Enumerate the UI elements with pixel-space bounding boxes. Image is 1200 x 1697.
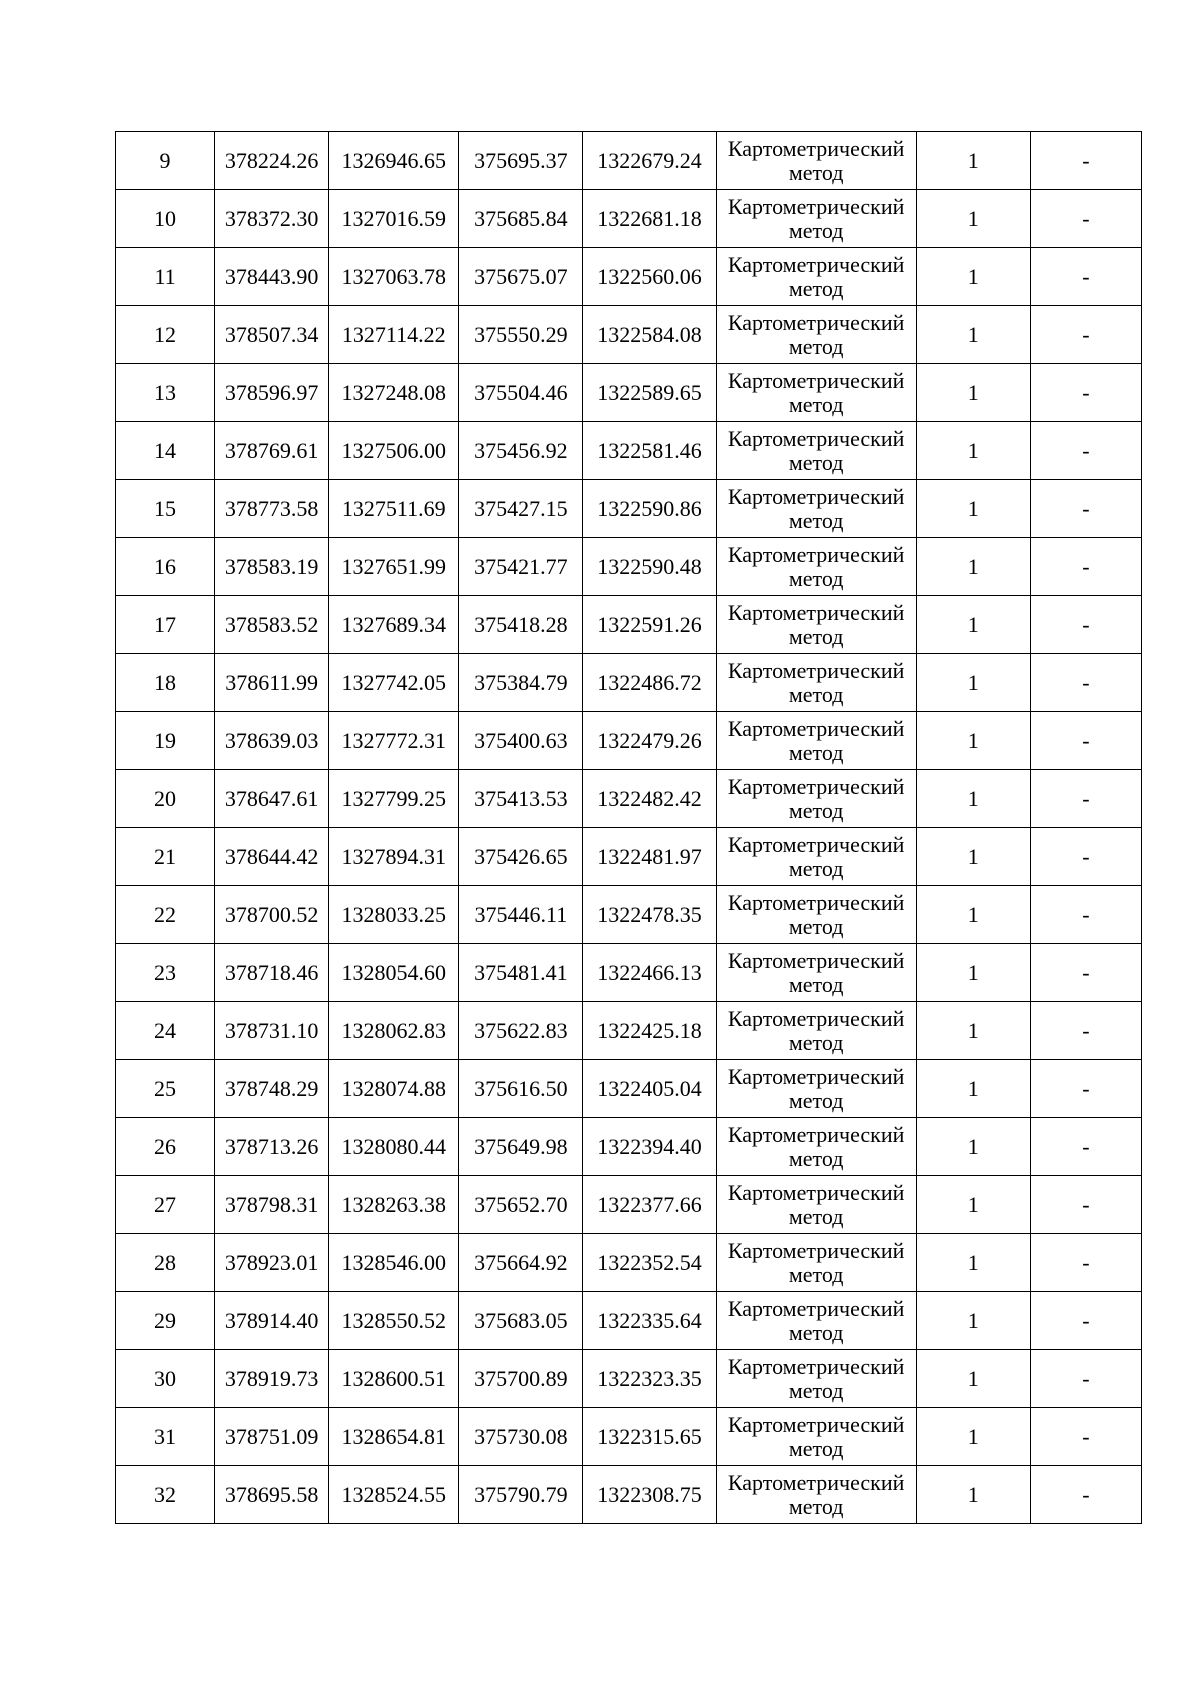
y-coordinate-2-cell: 1322589.65 <box>583 364 716 422</box>
description-cell: - <box>1030 1176 1141 1234</box>
method-cell: Картометрический метод <box>716 886 916 944</box>
description-cell: - <box>1030 364 1141 422</box>
table-row <box>116 132 1142 190</box>
accuracy-cell: 1 <box>916 190 1030 248</box>
table-row <box>116 828 1142 886</box>
x-coordinate-cell: 378798.31 <box>215 1176 329 1234</box>
x-coordinate-2-cell: 375685.84 <box>459 190 583 248</box>
description-cell: - <box>1030 886 1141 944</box>
table-row <box>116 422 1142 480</box>
y-coordinate-cell: 1327016.59 <box>329 190 459 248</box>
y-coordinate-cell: 1328550.52 <box>329 1292 459 1350</box>
point-number-cell: 30 <box>116 1350 215 1408</box>
accuracy-cell: 1 <box>916 712 1030 770</box>
point-number-cell: 16 <box>116 538 215 596</box>
x-coordinate-cell: 378611.99 <box>215 654 329 712</box>
method-cell: Картометрический метод <box>716 132 916 190</box>
accuracy-cell: 1 <box>916 306 1030 364</box>
x-coordinate-2-cell: 375550.29 <box>459 306 583 364</box>
x-coordinate-cell: 378731.10 <box>215 1002 329 1060</box>
method-cell: Картометрический метод <box>716 596 916 654</box>
description-cell: - <box>1030 944 1141 1002</box>
point-number-cell: 32 <box>116 1466 215 1524</box>
method-cell: Картометрический метод <box>716 1118 916 1176</box>
table-row <box>116 364 1142 422</box>
x-coordinate-2-cell: 375384.79 <box>459 654 583 712</box>
description-cell: - <box>1030 538 1141 596</box>
description-cell: - <box>1030 1408 1141 1466</box>
x-coordinate-2-cell: 375664.92 <box>459 1234 583 1292</box>
accuracy-cell: 1 <box>916 1002 1030 1060</box>
x-coordinate-cell: 378583.19 <box>215 538 329 596</box>
x-coordinate-2-cell: 375418.28 <box>459 596 583 654</box>
y-coordinate-2-cell: 1322425.18 <box>583 1002 716 1060</box>
description-cell: - <box>1030 654 1141 712</box>
description-cell: - <box>1030 422 1141 480</box>
x-coordinate-2-cell: 375652.70 <box>459 1176 583 1234</box>
description-cell: - <box>1030 1350 1141 1408</box>
x-coordinate-cell: 378773.58 <box>215 480 329 538</box>
accuracy-cell: 1 <box>916 1350 1030 1408</box>
x-coordinate-2-cell: 375413.53 <box>459 770 583 828</box>
y-coordinate-cell: 1328263.38 <box>329 1176 459 1234</box>
x-coordinate-2-cell: 375446.11 <box>459 886 583 944</box>
accuracy-cell: 1 <box>916 1466 1030 1524</box>
x-coordinate-2-cell: 375695.37 <box>459 132 583 190</box>
y-coordinate-2-cell: 1322478.35 <box>583 886 716 944</box>
accuracy-cell: 1 <box>916 1060 1030 1118</box>
description-cell: - <box>1030 1060 1141 1118</box>
table-row <box>116 190 1142 248</box>
x-coordinate-cell: 378700.52 <box>215 886 329 944</box>
y-coordinate-cell: 1327248.08 <box>329 364 459 422</box>
point-number-cell: 9 <box>116 132 215 190</box>
y-coordinate-2-cell: 1322394.40 <box>583 1118 716 1176</box>
y-coordinate-2-cell: 1322377.66 <box>583 1176 716 1234</box>
x-coordinate-cell: 378443.90 <box>215 248 329 306</box>
table-row <box>116 248 1142 306</box>
coordinates-table <box>115 131 1142 1524</box>
y-coordinate-2-cell: 1322405.04 <box>583 1060 716 1118</box>
point-number-cell: 23 <box>116 944 215 1002</box>
x-coordinate-2-cell: 375790.79 <box>459 1466 583 1524</box>
x-coordinate-cell: 378639.03 <box>215 712 329 770</box>
y-coordinate-cell: 1326946.65 <box>329 132 459 190</box>
table-row <box>116 1060 1142 1118</box>
description-cell: - <box>1030 1118 1141 1176</box>
method-cell: Картометрический метод <box>716 944 916 1002</box>
y-coordinate-2-cell: 1322590.86 <box>583 480 716 538</box>
table-row <box>116 480 1142 538</box>
y-coordinate-2-cell: 1322315.65 <box>583 1408 716 1466</box>
table-row <box>116 654 1142 712</box>
method-cell: Картометрический метод <box>716 828 916 886</box>
y-coordinate-cell: 1327742.05 <box>329 654 459 712</box>
y-coordinate-cell: 1327689.34 <box>329 596 459 654</box>
y-coordinate-cell: 1327114.22 <box>329 306 459 364</box>
accuracy-cell: 1 <box>916 828 1030 886</box>
method-cell: Картометрический метод <box>716 1350 916 1408</box>
accuracy-cell: 1 <box>916 1292 1030 1350</box>
y-coordinate-2-cell: 1322335.64 <box>583 1292 716 1350</box>
table-row <box>116 1408 1142 1466</box>
x-coordinate-2-cell: 375616.50 <box>459 1060 583 1118</box>
accuracy-cell: 1 <box>916 480 1030 538</box>
method-cell: Картометрический метод <box>716 1234 916 1292</box>
table-row <box>116 770 1142 828</box>
y-coordinate-cell: 1328054.60 <box>329 944 459 1002</box>
y-coordinate-2-cell: 1322584.08 <box>583 306 716 364</box>
y-coordinate-2-cell: 1322486.72 <box>583 654 716 712</box>
point-number-cell: 13 <box>116 364 215 422</box>
x-coordinate-cell: 378644.42 <box>215 828 329 886</box>
method-cell: Картометрический метод <box>716 1176 916 1234</box>
table-row <box>116 1292 1142 1350</box>
y-coordinate-cell: 1327651.99 <box>329 538 459 596</box>
x-coordinate-2-cell: 375683.05 <box>459 1292 583 1350</box>
description-cell: - <box>1030 480 1141 538</box>
point-number-cell: 17 <box>116 596 215 654</box>
y-coordinate-2-cell: 1322308.75 <box>583 1466 716 1524</box>
y-coordinate-2-cell: 1322482.42 <box>583 770 716 828</box>
description-cell: - <box>1030 1466 1141 1524</box>
accuracy-cell: 1 <box>916 1118 1030 1176</box>
point-number-cell: 27 <box>116 1176 215 1234</box>
x-coordinate-cell: 378695.58 <box>215 1466 329 1524</box>
x-coordinate-cell: 378647.61 <box>215 770 329 828</box>
method-cell: Картометрический метод <box>716 538 916 596</box>
description-cell: - <box>1030 248 1141 306</box>
method-cell: Картометрический метод <box>716 1060 916 1118</box>
table-row <box>116 886 1142 944</box>
y-coordinate-cell: 1327511.69 <box>329 480 459 538</box>
accuracy-cell: 1 <box>916 654 1030 712</box>
y-coordinate-cell: 1328080.44 <box>329 1118 459 1176</box>
x-coordinate-2-cell: 375456.92 <box>459 422 583 480</box>
y-coordinate-cell: 1328033.25 <box>329 886 459 944</box>
description-cell: - <box>1030 306 1141 364</box>
accuracy-cell: 1 <box>916 1176 1030 1234</box>
x-coordinate-2-cell: 375400.63 <box>459 712 583 770</box>
x-coordinate-cell: 378923.01 <box>215 1234 329 1292</box>
y-coordinate-cell: 1328546.00 <box>329 1234 459 1292</box>
x-coordinate-cell: 378919.73 <box>215 1350 329 1408</box>
x-coordinate-2-cell: 375427.15 <box>459 480 583 538</box>
accuracy-cell: 1 <box>916 364 1030 422</box>
point-number-cell: 24 <box>116 1002 215 1060</box>
accuracy-cell: 1 <box>916 770 1030 828</box>
point-number-cell: 19 <box>116 712 215 770</box>
x-coordinate-cell: 378713.26 <box>215 1118 329 1176</box>
method-cell: Картометрический метод <box>716 364 916 422</box>
accuracy-cell: 1 <box>916 538 1030 596</box>
x-coordinate-2-cell: 375481.41 <box>459 944 583 1002</box>
table-row <box>116 596 1142 654</box>
y-coordinate-cell: 1328654.81 <box>329 1408 459 1466</box>
x-coordinate-cell: 378507.34 <box>215 306 329 364</box>
table-row <box>116 1234 1142 1292</box>
table-row <box>116 1176 1142 1234</box>
accuracy-cell: 1 <box>916 886 1030 944</box>
description-cell: - <box>1030 1292 1141 1350</box>
accuracy-cell: 1 <box>916 944 1030 1002</box>
accuracy-cell: 1 <box>916 248 1030 306</box>
y-coordinate-cell: 1327063.78 <box>329 248 459 306</box>
x-coordinate-cell: 378748.29 <box>215 1060 329 1118</box>
accuracy-cell: 1 <box>916 1408 1030 1466</box>
y-coordinate-2-cell: 1322581.46 <box>583 422 716 480</box>
x-coordinate-2-cell: 375421.77 <box>459 538 583 596</box>
method-cell: Картометрический метод <box>716 770 916 828</box>
y-coordinate-cell: 1328524.55 <box>329 1466 459 1524</box>
point-number-cell: 28 <box>116 1234 215 1292</box>
x-coordinate-2-cell: 375426.65 <box>459 828 583 886</box>
accuracy-cell: 1 <box>916 596 1030 654</box>
description-cell: - <box>1030 132 1141 190</box>
table-row <box>116 1466 1142 1524</box>
point-number-cell: 20 <box>116 770 215 828</box>
point-number-cell: 12 <box>116 306 215 364</box>
table-row <box>116 1118 1142 1176</box>
table-row <box>116 944 1142 1002</box>
y-coordinate-2-cell: 1322591.26 <box>583 596 716 654</box>
accuracy-cell: 1 <box>916 1234 1030 1292</box>
method-cell: Картометрический метод <box>716 712 916 770</box>
point-number-cell: 26 <box>116 1118 215 1176</box>
y-coordinate-2-cell: 1322679.24 <box>583 132 716 190</box>
x-coordinate-2-cell: 375730.08 <box>459 1408 583 1466</box>
y-coordinate-cell: 1327772.31 <box>329 712 459 770</box>
method-cell: Картометрический метод <box>716 1408 916 1466</box>
method-cell: Картометрический метод <box>716 190 916 248</box>
point-number-cell: 31 <box>116 1408 215 1466</box>
point-number-cell: 14 <box>116 422 215 480</box>
table-body <box>116 132 1142 1524</box>
x-coordinate-cell: 378596.97 <box>215 364 329 422</box>
accuracy-cell: 1 <box>916 132 1030 190</box>
y-coordinate-2-cell: 1322590.48 <box>583 538 716 596</box>
y-coordinate-2-cell: 1322323.35 <box>583 1350 716 1408</box>
x-coordinate-2-cell: 375675.07 <box>459 248 583 306</box>
table-row <box>116 538 1142 596</box>
description-cell: - <box>1030 596 1141 654</box>
x-coordinate-cell: 378914.40 <box>215 1292 329 1350</box>
y-coordinate-2-cell: 1322481.97 <box>583 828 716 886</box>
x-coordinate-cell: 378718.46 <box>215 944 329 1002</box>
x-coordinate-cell: 378583.52 <box>215 596 329 654</box>
table-row <box>116 306 1142 364</box>
table-row <box>116 1002 1142 1060</box>
method-cell: Картометрический метод <box>716 1002 916 1060</box>
method-cell: Картометрический метод <box>716 422 916 480</box>
y-coordinate-cell: 1327894.31 <box>329 828 459 886</box>
y-coordinate-cell: 1327799.25 <box>329 770 459 828</box>
point-number-cell: 10 <box>116 190 215 248</box>
point-number-cell: 25 <box>116 1060 215 1118</box>
y-coordinate-cell: 1328074.88 <box>329 1060 459 1118</box>
point-number-cell: 22 <box>116 886 215 944</box>
y-coordinate-2-cell: 1322352.54 <box>583 1234 716 1292</box>
x-coordinate-cell: 378769.61 <box>215 422 329 480</box>
method-cell: Картометрический метод <box>716 1292 916 1350</box>
accuracy-cell: 1 <box>916 422 1030 480</box>
x-coordinate-2-cell: 375700.89 <box>459 1350 583 1408</box>
description-cell: - <box>1030 712 1141 770</box>
y-coordinate-cell: 1327506.00 <box>329 422 459 480</box>
x-coordinate-cell: 378751.09 <box>215 1408 329 1466</box>
description-cell: - <box>1030 190 1141 248</box>
description-cell: - <box>1030 1234 1141 1292</box>
x-coordinate-cell: 378372.30 <box>215 190 329 248</box>
method-cell: Картометрический метод <box>716 480 916 538</box>
y-coordinate-2-cell: 1322560.06 <box>583 248 716 306</box>
method-cell: Картометрический метод <box>716 248 916 306</box>
description-cell: - <box>1030 828 1141 886</box>
point-number-cell: 15 <box>116 480 215 538</box>
y-coordinate-cell: 1328600.51 <box>329 1350 459 1408</box>
point-number-cell: 21 <box>116 828 215 886</box>
y-coordinate-2-cell: 1322681.18 <box>583 190 716 248</box>
y-coordinate-2-cell: 1322479.26 <box>583 712 716 770</box>
point-number-cell: 11 <box>116 248 215 306</box>
table-row <box>116 1350 1142 1408</box>
method-cell: Картометрический метод <box>716 1466 916 1524</box>
point-number-cell: 29 <box>116 1292 215 1350</box>
x-coordinate-2-cell: 375649.98 <box>459 1118 583 1176</box>
point-number-cell: 18 <box>116 654 215 712</box>
method-cell: Картометрический метод <box>716 306 916 364</box>
table-row <box>116 712 1142 770</box>
description-cell: - <box>1030 1002 1141 1060</box>
y-coordinate-2-cell: 1322466.13 <box>583 944 716 1002</box>
x-coordinate-2-cell: 375504.46 <box>459 364 583 422</box>
method-cell: Картометрический метод <box>716 654 916 712</box>
y-coordinate-cell: 1328062.83 <box>329 1002 459 1060</box>
description-cell: - <box>1030 770 1141 828</box>
x-coordinate-2-cell: 375622.83 <box>459 1002 583 1060</box>
x-coordinate-cell: 378224.26 <box>215 132 329 190</box>
